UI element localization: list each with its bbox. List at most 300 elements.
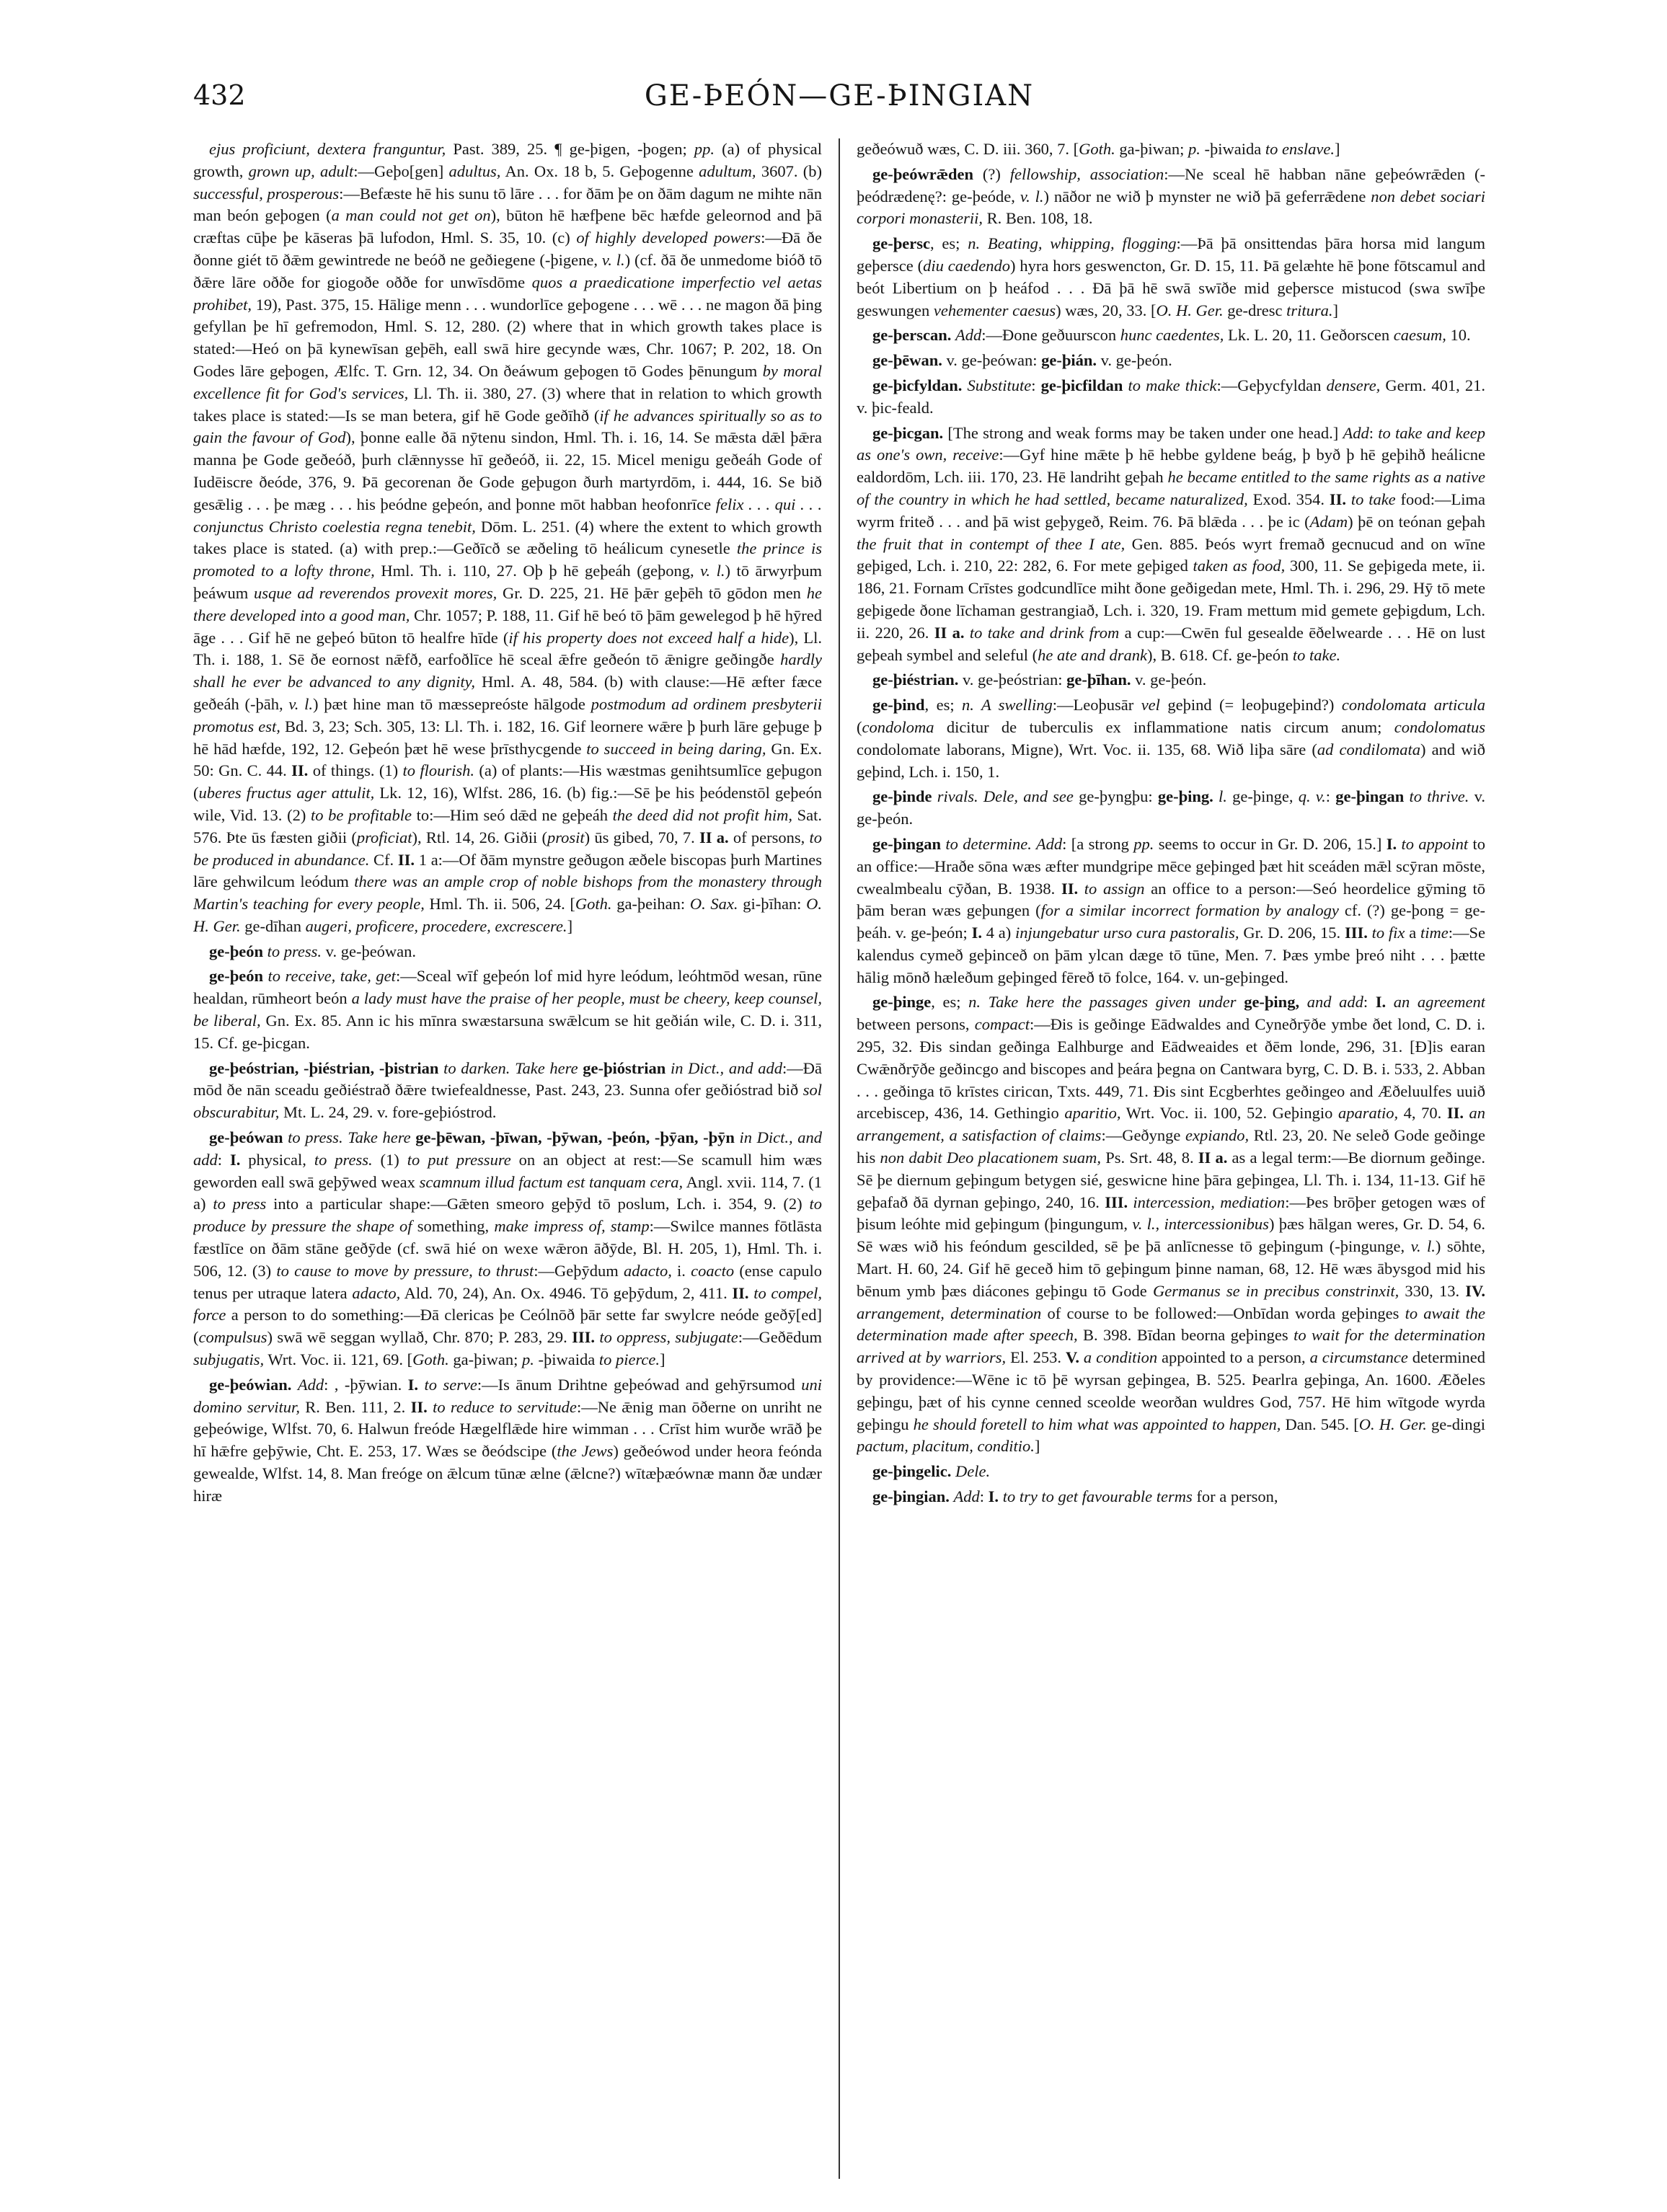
entry-text: taken as food, — [1193, 557, 1286, 575]
entry-text: to produce by pressure the shape of — [193, 1195, 822, 1236]
entry-text: geðeówuð wæs, C. D. iii. 360, 7. [ — [857, 140, 1079, 158]
dictionary-entry — [857, 138, 1485, 161]
entry-text: make impress of, stamp — [494, 1217, 650, 1236]
entry-text: O. H. Ger. — [193, 895, 822, 935]
entry-text: Germ. 401, 21. v. þic-feald. — [857, 376, 1485, 417]
entry-text: Mt. L. 24, 29. v. fore-geþióstrod. — [279, 1103, 497, 1122]
dictionary-entry — [193, 965, 822, 1054]
dictionary-entry — [193, 941, 822, 963]
entry-text: ) þæt hine man tō mæssepreóste hālgode — [312, 694, 591, 713]
entry-text — [932, 787, 937, 805]
entry-text: n. Take here the passages given under — [968, 993, 1237, 1012]
entry-text: to receive, take, get — [267, 967, 396, 986]
entry-text: an agreement — [1393, 993, 1485, 1012]
entry-text: arrangement, determination — [857, 1304, 1042, 1322]
entry-text: An. Ox. 18 b, 5. Geþogenne — [500, 162, 699, 180]
entry-text: (ense capulo tenus per utraque latera — [193, 1261, 822, 1302]
entry-text: :—Leoþusār — [1052, 696, 1141, 715]
entry-text: I. — [1375, 993, 1387, 1012]
entry-text: of course to be followed:—Onbīdan worda geþinges — [1041, 1304, 1405, 1322]
entry-text: ) hyra hors geswencton, Gr. D. 15, 11. Þā gelæhte hē þone fōtscamul and beót Libertium on þ heáfod . . . Ðā þā hē swā swīðe mid geþersce mistucod (swa swīþe geswungen — [857, 256, 1485, 319]
entry-text: ) þæs hālgan weres, Gr. D. 54, 6. Sē wæs wið his feóndum gescilded, sē þe þā anlīcnesse tō geþingum (-þingunge, — [857, 1215, 1485, 1256]
entry-text: -þiwaida — [534, 1350, 599, 1369]
entry-text: :—Befæste hē his sunu tō lāre . . . for ðām þe on ðām dagum ne mihte nān man beón geþogen ( — [193, 184, 822, 225]
entry-text: I. — [407, 1375, 419, 1394]
entry-text: he there developed into a good man, — [193, 583, 822, 624]
entry-text: Lk. 12, 16), Wlfst. 286, 16. (b) fig.:—Sē þe his þeódenstōl geþeón wile, Vid. 13. (2) — [193, 784, 822, 824]
entry-text: compulsus — [198, 1328, 267, 1347]
entry-text: Add — [297, 1375, 324, 1394]
entry-text: II. — [732, 1283, 749, 1302]
entry-text: ge-þing, — [1244, 993, 1300, 1012]
entry-text: quos a praedicatione imperfectio vel aetas prohibet, — [193, 273, 822, 314]
dictionary-entry — [857, 350, 1485, 372]
entry-text — [735, 1128, 740, 1146]
entry-text: ) wæs, 20, 33. [ — [1056, 301, 1157, 319]
entry-text: R. Ben. 108, 18. — [983, 209, 1093, 228]
entry-text: n. Beating, whipping, flogging — [968, 234, 1177, 253]
entry-text: p. — [1188, 140, 1200, 158]
entry-text: to be profitable — [310, 805, 412, 824]
running-head: GE-ÞEÓN—GE-ÞINGIAN — [644, 79, 1035, 112]
entry-text: :—Ðā mōd ðe nān sceadu geðiéstrað ðǣre twiefealdnesse, Past. 243, 23. Sunna ofer geðióstrad bið — [193, 1058, 822, 1100]
entry-text: ge-dingi — [1426, 1415, 1485, 1433]
dictionary-entry — [857, 991, 1485, 1458]
entry-text: ge-þióstrian — [583, 1058, 666, 1077]
entry-text: into a particular shape:—Gǣten smeoro geþȳd tō poslum, Lch. i. 354, 9. (2) — [266, 1195, 810, 1213]
headword: ge-þeówrǣden — [872, 164, 973, 183]
entry-text: : [a strong — [1062, 834, 1134, 853]
entry-text — [428, 1398, 433, 1416]
entry-text: to pierce. — [598, 1350, 660, 1369]
entry-text: geþind (= leoþugeþind?) — [1159, 696, 1342, 715]
entry-text: he became entitled to the same rights as a native of the country in which he had settled, became naturalized, — [857, 468, 1485, 508]
entry-text: appointed to a person, — [1157, 1348, 1310, 1367]
entry-text: Dele. — [955, 1462, 991, 1481]
entry-text: pp. — [694, 140, 715, 158]
entry-text: ) tō ārwyrþum þeáwum — [193, 562, 822, 602]
dictionary-entry — [193, 138, 822, 938]
entry-text: : — [1363, 993, 1376, 1012]
headword: ge-þingan — [872, 834, 942, 853]
entry-text: II. — [397, 850, 415, 869]
entry-text: Goth. — [412, 1350, 449, 1369]
left-column — [193, 138, 822, 2179]
entry-text: : , -þȳwian. — [324, 1375, 408, 1394]
dictionary-entry — [857, 164, 1485, 230]
entry-text: condolomata articula — [1341, 696, 1485, 715]
entry-text: ad condilomata — [1317, 740, 1421, 758]
entry-text: to succeed in being daring, — [586, 739, 766, 758]
entry-text: Wrt. Voc. ii. 100, 52. Geþingio — [1120, 1104, 1338, 1123]
page-number: 432 — [193, 79, 246, 111]
entry-text — [291, 1376, 297, 1394]
entry-text: dicitur de tuberculis ex inflammatione natis circum anum; — [934, 717, 1394, 736]
entry-text: a man could not get on — [331, 206, 491, 225]
entry-text: p. — [521, 1350, 534, 1369]
entry-text: intercession, mediation — [1133, 1193, 1286, 1211]
text-columns — [193, 138, 1485, 2179]
entry-text: augeri, proficere, procedere, excrescere. — [305, 916, 567, 935]
entry-text: I. — [988, 1487, 999, 1506]
entry-text: :—Geðēdum — [738, 1328, 822, 1347]
headword: ge-þingelic. — [872, 1462, 952, 1481]
dictionary-entry — [857, 423, 1485, 667]
entry-text — [1464, 1104, 1469, 1122]
entry-text: I. — [229, 1150, 241, 1169]
headword: ge-þinge — [872, 993, 932, 1012]
entry-text: the prince is promoted to a lofty throne, — [193, 539, 822, 580]
entry-text — [666, 1059, 671, 1077]
entry-text: -þiwaida — [1200, 140, 1265, 158]
entry-text: ] — [1034, 1437, 1040, 1456]
entry-text: :—Geðynge — [1101, 1126, 1185, 1145]
entry-text: l. — [1218, 787, 1227, 806]
entry-text: a cup:—Cwēn ful gesealde ēðelwearde . . . Hē on lust geþeah symbel and seleful ( — [857, 623, 1485, 664]
entry-text: II a. — [1198, 1149, 1228, 1167]
entry-text: Lk. L. 20, 11. Geðorscen — [1224, 326, 1394, 345]
entry-text: uberes fructus ager attulit, — [198, 784, 375, 802]
entry-text: : — [1325, 787, 1336, 806]
entry-text: :—Swilce mannes fōtlāsta fæstlīce on ðām stāne geðȳde (cf. swā hié on wexe wǣron āðȳde, Bl. H. 205, 1), Hml. Th. i. 506, 12. (3) — [193, 1217, 822, 1280]
headword: ge-þeón — [209, 967, 263, 986]
entry-text: Add — [953, 1487, 980, 1506]
entry-text: condoloma — [862, 717, 934, 736]
entry-text: I. — [971, 924, 982, 942]
entry-text: Bd. 3, 23; Sch. 305, 13: Ll. Th. i. 182, 16. Gif leornere wǣre þ þurh lāre geþuge þ hē hād hæfde, 192, 12. Geþeón þæt hē wese þrīsthycgende — [193, 717, 822, 758]
entry-text: adultum, — [699, 162, 756, 180]
entry-text: n. A swelling — [962, 696, 1053, 715]
entry-text: :—Se kalendus cymeð geþinceð on þām ylcan dæge tō tūne, Men. 7. Þæs ymbe þreó niht . . . þætte hālig mōnð hæleðum geþinged fēreð tō folce, 164. v. un-geþinged. — [857, 924, 1485, 986]
entry-text — [1078, 880, 1084, 898]
entry-text: fellowship, association — [1009, 164, 1164, 183]
entry-text: rivals. Dele, and see — [937, 787, 1074, 806]
headword: ge-þind — [872, 696, 925, 715]
page-header — [193, 79, 1485, 123]
entry-text: 3607. (b) — [756, 162, 822, 180]
entry-text: , es; — [929, 234, 968, 253]
entry-text: condolomate laborans, Migne), Wrt. Voc. ii. 135, 68. Wið liþa sāre ( — [857, 740, 1317, 758]
entry-text: ge-þián. — [1041, 351, 1097, 370]
entry-text: v. ge-þeówan: — [942, 351, 1042, 370]
entry-text: :—Þes brōþer getogen wæs of þisum leóhte mid geþingum (þingungum, — [857, 1193, 1485, 1234]
dictionary-entry — [193, 1058, 822, 1124]
entry-text: something, — [412, 1217, 495, 1236]
entry-text — [1237, 993, 1244, 1011]
entry-text: a circumstance — [1309, 1348, 1408, 1367]
entry-text: subjugatis, — [193, 1350, 265, 1369]
entry-text: ge-þing. — [1157, 787, 1213, 806]
entry-text: to press. — [314, 1150, 373, 1169]
headword: ge-þiéstrian. — [872, 671, 959, 689]
entry-text: v. ge-þeówan. — [322, 942, 417, 960]
dictionary-entry — [193, 1374, 822, 1508]
entry-text: ge-þyngþu: — [1073, 787, 1158, 806]
entry-text: v. l. — [700, 562, 725, 580]
entry-text: ] — [1332, 301, 1339, 319]
entry-text: ] — [567, 916, 573, 935]
entry-text: a condition — [1083, 1348, 1158, 1367]
entry-text: : — [217, 1150, 230, 1169]
entry-text: (1) — [372, 1150, 407, 1169]
entry-text: if his property does not exceed half a hide — [508, 628, 790, 647]
dictionary-entry — [193, 1127, 822, 1371]
entry-text: Wrt. Voc. ii. 121, 69. [ — [264, 1350, 413, 1369]
entry-text: ) þē on teónan geþah — [1348, 512, 1485, 531]
entry-text: proficiat — [356, 828, 412, 846]
entry-text: physical, — [240, 1150, 314, 1169]
entry-text: postmodum ad ordinem presbyterii promotus est, — [193, 694, 822, 735]
entry-text: to take. — [1292, 645, 1341, 664]
entry-text: scamnum illud factum est tanquam cera, — [419, 1172, 684, 1191]
headword: ge-þicgan. — [872, 423, 944, 442]
entry-text — [965, 624, 970, 642]
entry-text: aparatio, — [1337, 1104, 1399, 1123]
entry-text: 1 a:—Of ðām mynstre geðugon æðele biscopas þurh Martines lāre gehwilcum leódum — [193, 850, 822, 891]
entry-text: compact — [974, 1015, 1030, 1034]
entry-text: Gr. D. 206, 15. — [1239, 924, 1345, 942]
entry-text: ga-þiwan; — [1115, 140, 1188, 158]
entry-text: (?) — [973, 164, 1010, 183]
dictionary-entry — [857, 694, 1485, 783]
entry-text: by moral excellence fit for God's services, — [193, 361, 822, 402]
entry-text: ge-þicfildan — [1040, 376, 1123, 394]
entry-text — [1213, 787, 1219, 805]
entry-text: v. ge-þeón. — [1131, 671, 1207, 689]
entry-text: to serve — [424, 1375, 477, 1394]
entry-text: to take — [1350, 490, 1396, 508]
entry-text: ) ūs gibed, 70, 7. — [584, 828, 700, 846]
dictionary-entry — [857, 669, 1485, 691]
entry-text: (a) of physical growth, — [193, 140, 822, 180]
entry-text: 4, 70. — [1398, 1104, 1447, 1123]
entry-text: I. — [1386, 834, 1397, 853]
entry-text: to take and drink from — [969, 623, 1120, 642]
entry-text: Past. 389, 25. ¶ ge-þigen, -þogen; — [446, 140, 694, 158]
entry-text: seems to occur in Gr. D. 206, 15.] — [1154, 834, 1387, 853]
entry-text: there was an ample crop of noble bishops from the monastery through Martin's teaching for every people, — [193, 872, 822, 913]
entry-text: ] — [1335, 140, 1340, 158]
entry-text: condolomatus — [1394, 717, 1485, 736]
dictionary-entry — [857, 833, 1485, 989]
entry-text: :—Ðone geðuurscon — [981, 326, 1120, 345]
entry-text: uni domino servitur, — [193, 1375, 822, 1416]
entry-text: ) and wið geþind, Lch. i. 150, 1. — [857, 740, 1485, 781]
entry-text: ] — [659, 1350, 666, 1369]
entry-text: to reduce to servitude — [433, 1397, 577, 1416]
entry-text: to be produced in abundance. — [193, 828, 822, 869]
entry-text: as a legal term:—Be diornum geðinge. Sē þe diernum geþingum betygen sié, geswicne hine þāra geþingea, Ll. Th. i. 134, 11-13. Gif hē geþafað ðā dyrnan geþingo, 240, 16. — [857, 1149, 1485, 1211]
entry-text: coacto — [691, 1261, 735, 1280]
entry-text: III. — [1344, 924, 1368, 942]
entry-text — [1346, 490, 1351, 508]
entry-text: the deed did not profit him, — [612, 805, 792, 824]
entry-text: El. 253. — [1006, 1348, 1066, 1367]
entry-text: ge-þinge, — [1226, 787, 1299, 806]
entry-text: v. l. — [601, 250, 625, 269]
entry-text: vel — [1141, 696, 1160, 715]
entry-text: to await the determination made after speech, — [857, 1304, 1485, 1345]
entry-text: (a) of plants:—His wæstmas genihtsumlīce geþugon ( — [193, 761, 822, 802]
entry-text: Hml. Th. i. 110, 27. Oþ þ hē geþeáh (geþong, — [374, 562, 701, 580]
entry-text: Gn. Ex. 85. Ann ic his mīnra swæstarsuna swǣlcum se hit geðián wile, C. D. i. 311, 15. Cf. ge-þicgan. — [193, 1012, 822, 1052]
entry-text: V. — [1065, 1348, 1079, 1367]
entry-text: 4 a) — [981, 924, 1016, 942]
entry-text: Sat. 576. Þte ūs fæsten giðii ( — [193, 805, 822, 846]
entry-text: in Dict., and add — [670, 1058, 783, 1077]
entry-text: he ate and drank — [1038, 645, 1148, 664]
entry-text: q. v. — [1298, 787, 1326, 806]
entry-text: to determine. Add — [945, 834, 1063, 853]
entry-text: an arrangement, a satisfaction of claims — [857, 1104, 1485, 1145]
entry-text: ge-dresc — [1223, 301, 1287, 319]
entry-text: :—Is ānum Drihtne geþeówad and gehȳrsumod — [477, 1375, 802, 1394]
entry-text — [418, 1376, 424, 1394]
entry-text: between persons, — [857, 1015, 975, 1034]
entry-text: felix . . . qui . . . conjunctus Christo coelestia regna tenebit, — [193, 495, 822, 536]
entry-text: Angl. xvii. 114, 7. (1 a) — [193, 1172, 822, 1213]
entry-text: Goth. — [575, 895, 612, 913]
entry-text: :—Ðā ðe ðonne giét tō ðǣm gewintrede ne beóð ne geðiegene (-þigene, — [193, 229, 822, 269]
entry-text: , es; — [924, 696, 963, 715]
entry-text: 300, 11. Se geþigeda mete, ii. 186, 21. Fornam Crīstes godcundlīce miht ðone geðigedan mete, Hml. Th. i. 296, 29. Hȳ tō mete geþigede ðone līchaman gestrangiað, Lch. i. 320, 19. Fram mettum mid gemete geþigdum, Lch. ii. 220, 26. — [857, 557, 1485, 642]
entry-text: O. H. Ger. — [1358, 1415, 1427, 1433]
entry-text: pactum, placitum, conditio. — [857, 1437, 1035, 1456]
entry-text: prosit — [547, 828, 585, 846]
entry-text: the Jews — [557, 1442, 614, 1461]
entry-text: aparitio, — [1064, 1104, 1121, 1123]
entry-text: v. l. — [1020, 187, 1044, 205]
entry-text: v. ge-þeóstrian: — [958, 671, 1067, 689]
entry-text: Germanus se in precibus constrinxit, — [1152, 1281, 1400, 1300]
entry-text: densere, — [1326, 376, 1381, 394]
entry-text: ) (cf. ðā ðe unmedome bióð tō ðǣre lāre oððe for giogoðe oððe for unwīsdōme — [193, 250, 822, 291]
entry-text: to fix — [1371, 924, 1405, 942]
headword: ge-þeón — [209, 942, 263, 960]
entry-text: time — [1420, 924, 1449, 942]
entry-text: ), Rtl. 14, 26. Giðii ( — [412, 828, 547, 846]
entry-text: II. — [410, 1397, 428, 1416]
entry-text: Add — [1343, 423, 1369, 442]
entry-text: IV. — [1465, 1281, 1485, 1300]
entry-text: II a. — [934, 623, 965, 642]
entry-text: ) nāðor ne wið þ mynster ne wið þā geferrǣdene — [1043, 187, 1371, 205]
headword: ge-þeówan — [209, 1128, 283, 1147]
entry-text: : — [1031, 376, 1041, 394]
dictionary-entry — [857, 233, 1485, 322]
entry-text: tritura. — [1286, 301, 1333, 319]
entry-text: Cf. — [369, 850, 398, 869]
dictionary-entry — [857, 786, 1485, 831]
entry-text: Dan. 545. [ — [1281, 1415, 1359, 1433]
headword: ge-þersc — [872, 234, 930, 253]
entry-text: ( — [857, 717, 862, 736]
entry-text: 330, 13. — [1399, 1281, 1466, 1300]
entry-text: to compel, force — [193, 1283, 822, 1324]
entry-text: II. — [1446, 1104, 1464, 1123]
entry-text: 10. — [1446, 326, 1471, 345]
entry-text: ), būton hē hæfþene bēc hæfde geleornod and þā cræftas cūþe þe kāseras þā lufodon, Hml. S. 35, 10. (c) — [193, 206, 822, 247]
entry-text: R. Ben. 111, 2. — [299, 1397, 411, 1416]
entry-text: if he advances spiritually so as to gain the favour of God — [193, 406, 822, 447]
entry-text: gi-þīhan: — [738, 895, 807, 913]
entry-text: Substitute — [967, 376, 1032, 394]
headword: ge-þēwan. — [872, 351, 942, 370]
entry-text: a lady must have the praise of her people, must be cheery, keep counsel, be liberal, — [193, 989, 822, 1030]
entry-text: to oppress, subjugate — [599, 1328, 738, 1347]
entry-text: to put pressure — [407, 1150, 511, 1169]
entry-text: :—Ne sceal hē habban nāne geþeówrǣden (-þeódrædenę?: ge-þeóde, — [857, 164, 1485, 205]
entry-text: cf. (?) ge-þong = ge-þeáh. v. ge-þeón; — [857, 901, 1485, 942]
entry-text: usque ad reverendos provexit mores, — [254, 583, 498, 602]
entry-text: to appoint — [1401, 834, 1469, 853]
entry-text: and add — [1306, 993, 1363, 1012]
entry-text: Add — [955, 326, 982, 345]
entry-text: a — [1405, 924, 1420, 942]
entry-text: determined by providence:—Wēne ic tō þē wyrsan geþingea, B. 525. Þearlra geþinga, An. 1600. Æðeles geþingu, þæt of his cynne cenned sceolde weorðan wuldres God, 757. Hē him wītgode wyrda geþingu — [857, 1348, 1485, 1433]
entry-text: to wait for the determination arrived at by warriors, — [857, 1326, 1485, 1367]
entry-text: adacto, — [623, 1261, 672, 1280]
entry-text: Gn. Ex. 50: Gn. C. 44. — [193, 739, 822, 780]
entry-text: Goth. — [1079, 140, 1115, 158]
entry-text: an office to a person:—Seó heordelice gȳming tō þām beran wæs geþungen ( — [857, 879, 1485, 920]
entry-text: ge-dīhan — [240, 916, 306, 935]
entry-text: food:—Lima wyrm friteð . . . and þā wist geþygeð, Reim. 76. Þā blǣda . . . þe ic ( — [857, 490, 1485, 531]
entry-text: ), þonne ealle ðā nȳtenu sindon, Hml. Th. i. 16, 14. Se mǣsta dǣl þǣra manna þe Gode geðeóð, þurh clǣnnysse hī geðeóð, ii. 22, 15. Micel menigu geðeáh Gode of Iudēiscre ðeóde, 376, 9. Þā gecorenan ðe Gode geþugon ðurh martyrdōm, i. 444, 16. Se bið gesǣlig . . . þe mæg . . . his þeódne geþeón, and þonne mōt habban heofonrīce — [193, 428, 822, 513]
entry-text: of persons, — [728, 828, 810, 846]
entry-text: diu caedendo — [923, 256, 1010, 275]
entry-text: Gr. D. 225, 21. Hē þǣr geþēh tō gōdon men — [497, 583, 807, 602]
entry-text — [1123, 376, 1128, 394]
entry-text: : — [1368, 423, 1379, 442]
entry-text — [1299, 993, 1307, 1011]
dictionary-entry — [857, 1461, 1485, 1483]
entry-text: :—Þā þā onsittendas þāra horsa mid langum geþersce ( — [857, 234, 1485, 275]
entry-text: to an office:—Hraðe sōna wæs æfter mundgripe mēce geþinged þæt hit sceáden mǣl scȳran mōste, cwealmbealu cȳðan, B. 1938. — [857, 834, 1485, 898]
headword: ge-þicfyldan. — [872, 376, 963, 394]
entry-text: III. — [572, 1328, 595, 1347]
entry-text: v. ge-þeón. — [1097, 351, 1172, 370]
entry-text: Hml. Th. ii. 506, 24. [ — [424, 895, 575, 913]
entry-text: ge-þingan — [1335, 787, 1405, 806]
entry-text: to make thick — [1128, 376, 1217, 394]
entry-text: ge-þīhan. — [1066, 671, 1131, 689]
entry-text: :—Ne ǣnig man ōðerne on unriht ne geþeówige, Wlfst. 70, 6. Halwun freóde Hægelflǣde hire wimman . . . Crīst him wurðe wrāð þe hī hǣfre geþȳwie, Cht. E. 253, 17. Wæs se ðeódscipe ( — [193, 1397, 822, 1461]
entry-text: to try to get favourable terms — [1002, 1487, 1193, 1506]
entry-text: ejus proficiunt, dextera franguntur, — [209, 140, 446, 158]
entry-text: to press. — [267, 942, 322, 960]
entry-text: successful, prosperous — [193, 184, 340, 203]
entry-text: in Dict., and add — [193, 1128, 822, 1169]
column-divider — [839, 138, 840, 2179]
entry-text: for a person, — [1192, 1487, 1278, 1506]
headword: ge-þingian. — [872, 1487, 950, 1506]
entry-text: Chr. 1057; P. 188, 11. Gif hē beó tō þām gewelegod þ hē hȳred āge . . . Gif hē ne geþeó būton tō healfre hīde ( — [193, 606, 822, 647]
entry-text: :—Geþȳdum — [534, 1261, 624, 1280]
entry-text: grown up, adult — [248, 162, 354, 180]
entry-text: :—Geþycfyldan — [1216, 376, 1327, 394]
headword: ge-þeóstrian, -þiéstrian, -þistrian — [209, 1058, 439, 1077]
headword: ge-þinde — [872, 787, 932, 806]
entry-text: caesum, — [1393, 326, 1446, 345]
entry-text: III. — [1105, 1193, 1128, 1211]
entry-text: Dōm. L. 251. (4) where the extent to which growth takes place is stated. (a) with prep.:—Geðīcð se æðeling tō heálicum cynesetle — [193, 517, 822, 558]
entry-text: :—Ðis is geðinge Eādwaldes and Cyneðrȳðe ymbe ðet lond, C. D. i. 295, 32. Ðis sindan geðinga Ealhburge and Eādweaides et ðēm londe, 296, 31. [Ð]is earan Cwǣnðrȳðe geðincgo and biscopes and þeára þegna on Cantwara byrg, C. D. B. i. 533, 2. Abban . . . geðinga tō krīstes ciricɑn, Txts. 449, 71. Ðis sint Ecgberhtes geðingeo and Æðeluulfes uuið arcebiscep, 436, 14. Gethingio — [857, 1015, 1485, 1123]
entry-text: Ps. Srt. 48, 8. — [1101, 1149, 1198, 1167]
entry-text: to press — [213, 1195, 267, 1213]
entry-text: Ll. Th. ii. 380, 27. (3) where that in relation to which growth takes place is stated:—Is se man betera, gif hē Gode geðīhð ( — [193, 384, 822, 425]
entry-text: ) swā wē seggan wyllað, Chr. 870; P. 283, 29. — [267, 1328, 572, 1347]
